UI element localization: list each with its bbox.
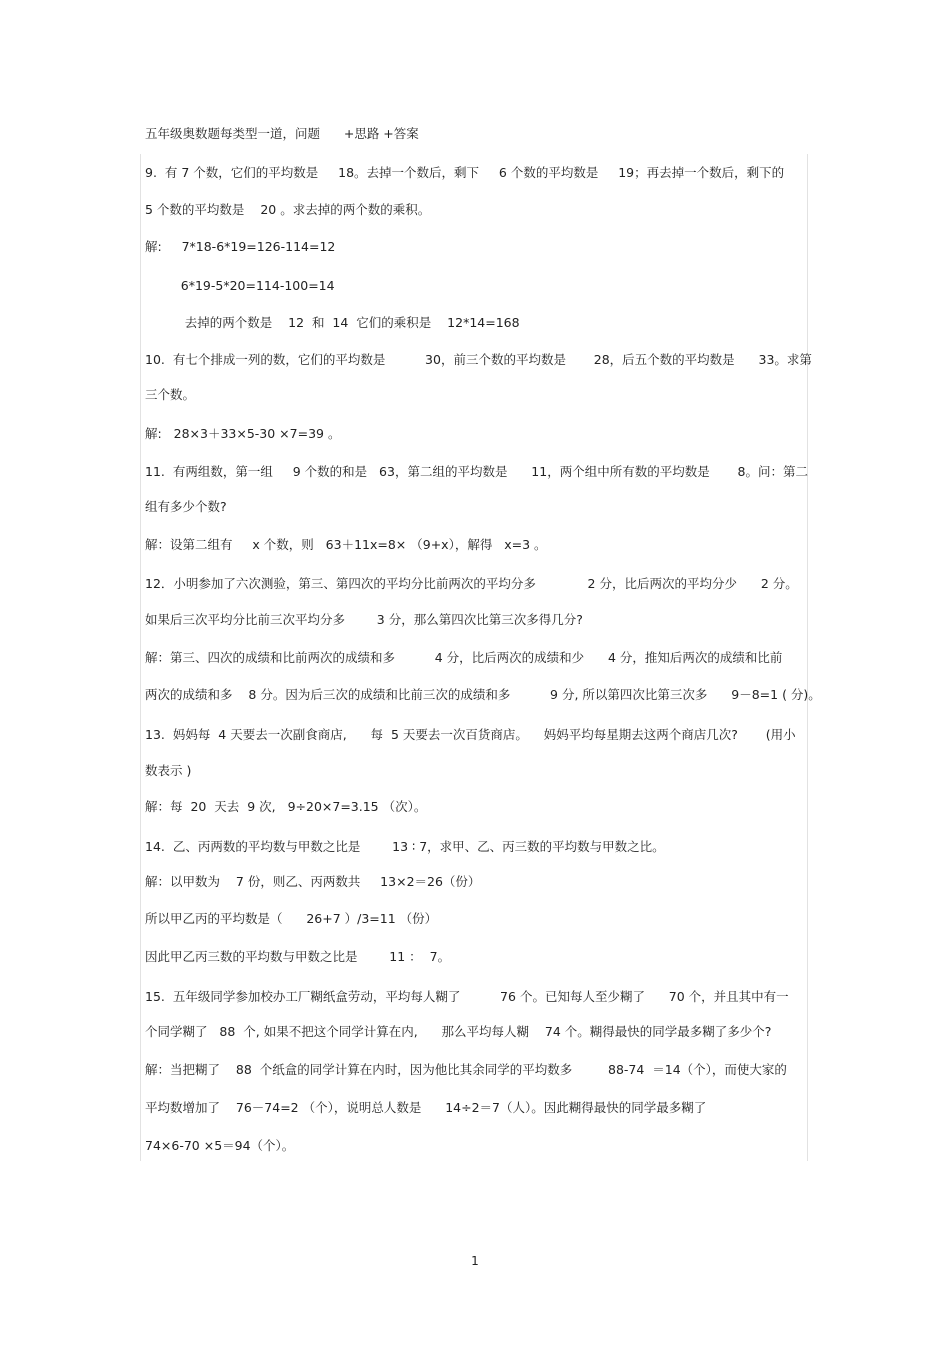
text-line: 解：每 20 天去 9 次, 9÷20×7=3.15 （次）。 <box>145 799 427 814</box>
text-line: 去掉的两个数是 12 和 14 它们的乘积是 12*14=168 <box>145 315 520 330</box>
text-line: 10. 有七个排成一列的数，它们的平均数是 30，前三个数的平均数是 28，后五个数的平均数是 33。求第 <box>145 352 812 367</box>
text-line: 74×6-70 ×5＝94（个）。 <box>145 1138 295 1153</box>
text-line: 因此甲乙丙三数的平均数与甲数之比是 11 ： 7。 <box>145 949 451 964</box>
text-line: 15. 五年级同学参加校办工厂糊纸盒劳动，平均每人糊了 76 个。已知每人至少糊了 70 个，并且其中有一 <box>145 989 789 1004</box>
text-line: 解: 28×3＋33×5-30 ×7=39 。 <box>145 426 341 441</box>
text-line: 两次的成绩和多 8 分。因为后三次的成绩和比前三次的成绩和多 9 分, 所以第四次比第三次多 9－8=1 ( 分)。 <box>145 687 821 702</box>
text-line: 解: 7*18-6*19=126-114=12 <box>145 239 336 254</box>
text-line: 组有多少个数? <box>145 499 227 514</box>
text-line: 解：以甲数为 7 份，则乙、丙两数共 13×2＝26（份） <box>145 874 481 889</box>
text-line: 5 个数的平均数是 20 。求去掉的两个数的乘积。 <box>145 202 431 217</box>
text-line: 6*19-5*20=114-100=14 <box>145 278 335 293</box>
text-line: 解：第三、四次的成绩和比前两次的成绩和多 4 分，比后两次的成绩和少 4 分，推知后两次的成绩和比前 <box>145 650 783 665</box>
text-line: 解：当把糊了 88 个纸盒的同学计算在内时，因为他比其余同学的平均数多 88-74 ＝14（个），而使大家的 <box>145 1062 787 1077</box>
text-line: 11. 有两组数，第一组 9 个数的和是 63，第二组的平均数是 11，两个组中所有数的平均数是 8。问：第二 <box>145 464 808 479</box>
text-line: 解：设第二组有 x 个数，则 63＋11x=8× （9+x），解得 x=3 。 <box>145 537 547 552</box>
text-line: 13. 妈妈每 4 天要去一次副食商店, 每 5 天要去一次百货商店。 妈妈平均每星期去这两个商店几次? (用小 <box>145 727 796 742</box>
page-number: 1 <box>471 1254 479 1268</box>
text-line: 三个数。 <box>145 387 196 402</box>
text-line: 平均数增加了 76－74=2 （个），说明总人数是 14÷2＝7（人）。因此糊得最快的同学最多糊了 <box>145 1100 707 1115</box>
text-line: 个同学糊了 88 个, 如果不把这个同学计算在内, 那么平均每人糊 74 个。糊得最快的同学最多糊了多少个? <box>145 1024 772 1039</box>
text-line: 9. 有 7 个数，它们的平均数是 18。去掉一个数后，剩下 6 个数的平均数是 19；再去掉一个数后，剩下的 <box>145 165 785 180</box>
text-line: 如果后三次平均分比前三次平均分多 3 分，那么第四次比第三次多得几分? <box>145 612 583 627</box>
text-line: 14. 乙、丙两数的平均数与甲数之比是 13 ∶ 7，求甲、乙、丙三数的平均数与甲数之比。 <box>145 839 665 854</box>
document-header: 五年级奥数题每类型一道，问题 +思路 +答案 <box>145 126 419 141</box>
text-line: 12．小明参加了六次测验，第三、第四次的平均分比前两次的平均分多 2 分，比后两次的平均分少 2 分。 <box>145 576 798 591</box>
text-line: 数表示 ) <box>145 763 192 778</box>
text-line: 所以甲乙丙的平均数是（ 26+7 ）/3=11 （份） <box>145 911 438 926</box>
